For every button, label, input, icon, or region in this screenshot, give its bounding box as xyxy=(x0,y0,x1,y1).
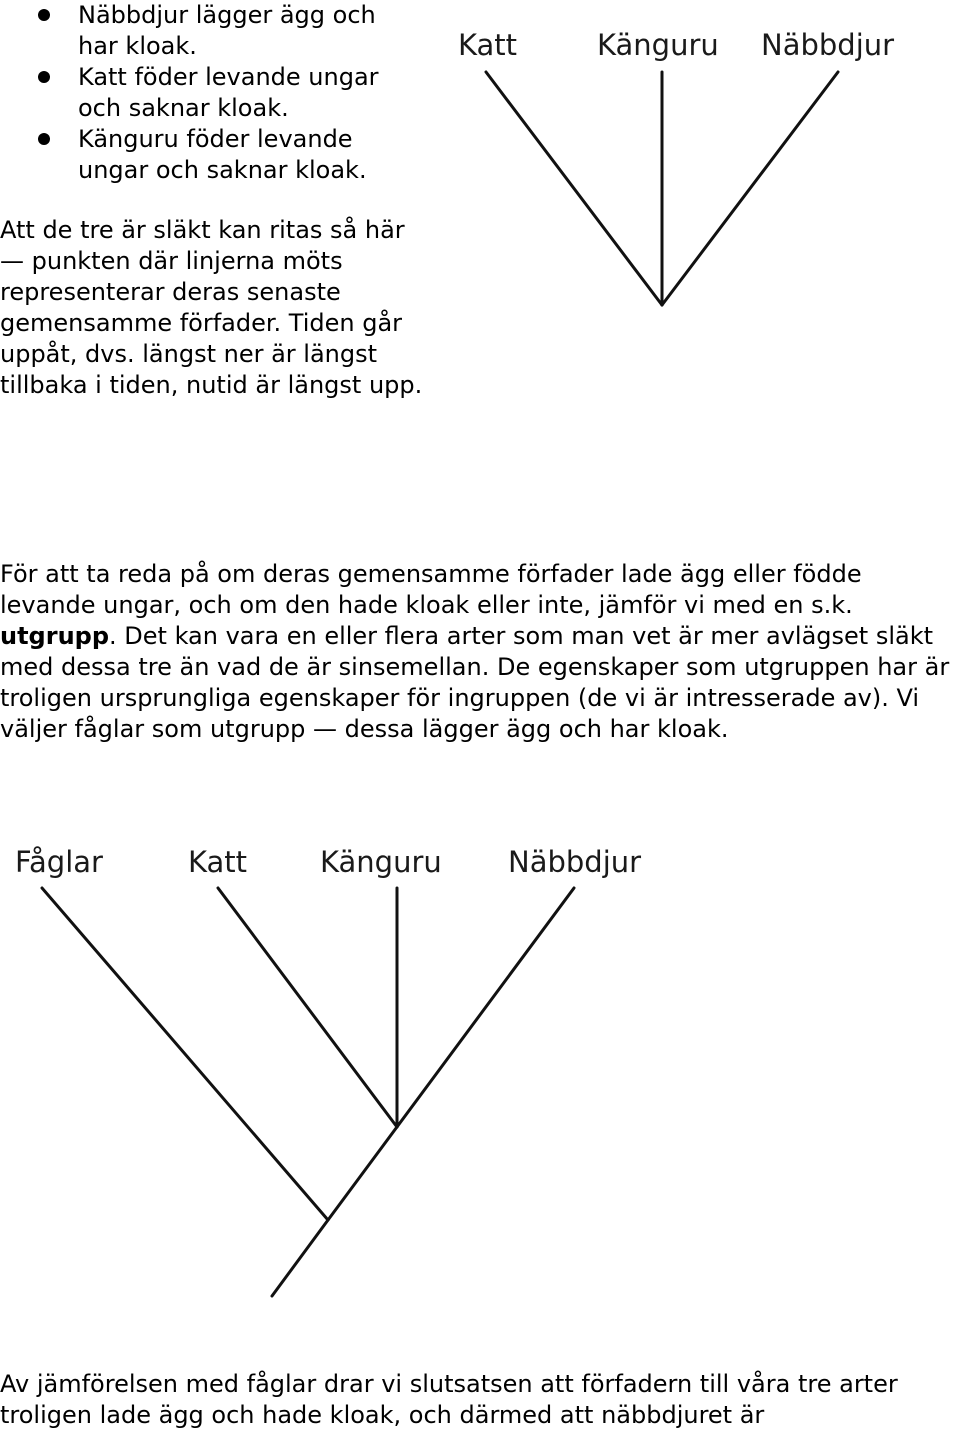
tree2-branch-faglar xyxy=(42,888,328,1220)
outgroup-text-part2: . Det kan vara en eller flera arter som man vet är mer avlägset släkt med dessa tre än vad de är sinsemellan. De egenskaper som utgruppen har är troligen ursprungliga egenskaper för ingruppen (de vi är intresserade av). Vi väljer fåglar som utgrupp — dessa lägger ägg och har kloak. xyxy=(0,622,950,743)
tree1-labels xyxy=(458,28,894,62)
bullet-item xyxy=(0,0,420,62)
tree2-branches xyxy=(42,888,574,1296)
tree2-label-katt: Katt xyxy=(188,845,248,879)
tree1-label-katt: Katt xyxy=(458,28,518,62)
tree2-label-faglar: Fåglar xyxy=(15,845,103,879)
conclusion-paragraph: Av jämförelsen med fåglar drar vi slutsatsen att förfadern till våra tre arter troligen lade ägg och hade kloak, och därmed att näbbdjuret är xyxy=(0,1370,898,1429)
tree2-root xyxy=(272,1220,328,1296)
bullet-item xyxy=(0,124,420,186)
tree2-branch-nabbdjur xyxy=(328,888,574,1220)
bullet-dot-icon xyxy=(38,133,50,145)
bullet-text: Katt föder levande ungar och saknar kloak. xyxy=(78,63,379,122)
bullet-dot-icon xyxy=(38,71,50,83)
outgroup-text-part1: För att ta reda på om deras gemensamme förfader lade ägg eller födde levande ungar, och om den hade kloak eller inte, jämför vi med en s.k. xyxy=(0,560,862,619)
tree1-label-nabbdjur: Näbbdjur xyxy=(761,28,895,62)
intro-paragraph: Att de tre är släkt kan ritas så här — punkten där linjerna möts representerar deras senaste gemensamme förfader. Tiden går uppåt, dvs. längst ner är längst tillbaka i tiden, nutid är längst upp. xyxy=(0,216,423,399)
tree1-branches xyxy=(486,72,838,305)
tree1-label-kanguru: Känguru xyxy=(597,28,719,62)
bullet-dot-icon xyxy=(38,9,50,21)
bullet-item xyxy=(0,62,420,124)
trait-bullet-list xyxy=(0,0,420,186)
bullet-text: Näbbdjur lägger ägg och har kloak. xyxy=(78,1,376,60)
tree2-label-nabbdjur: Näbbdjur xyxy=(508,845,642,879)
tree1-branch-katt xyxy=(486,72,662,305)
tree2-branch-katt xyxy=(218,888,397,1127)
tree2-label-kanguru: Känguru xyxy=(320,845,442,879)
bullet-text: Känguru föder levande ungar och saknar kloak. xyxy=(78,125,367,184)
outgroup-paragraph xyxy=(0,559,960,745)
outgroup-term: utgrupp xyxy=(0,622,110,650)
tree1-branch-nabbdjur xyxy=(662,72,838,305)
tree2-labels xyxy=(15,845,641,879)
